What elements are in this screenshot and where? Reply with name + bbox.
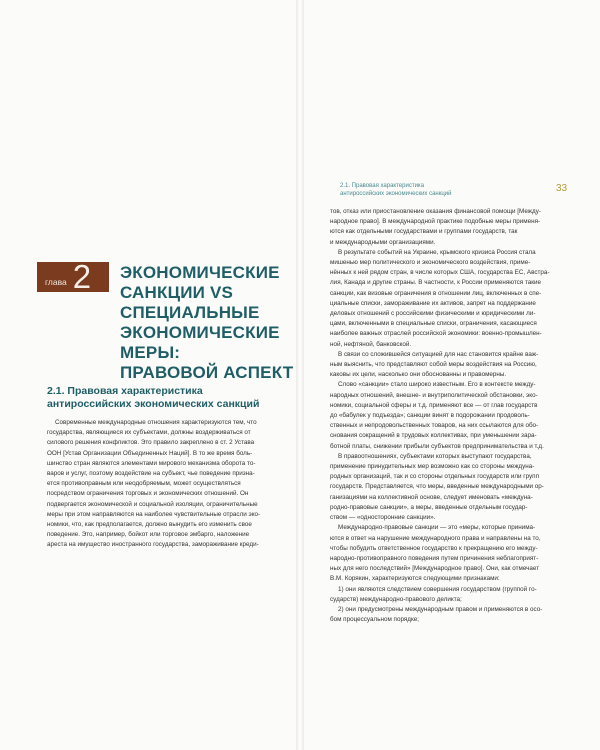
body-text-line: поведение. Это, например, бойкот или торговое эмбарго, наложение: [47, 531, 250, 539]
body-text-line: варов и услуг, поэтому воздействие на субъект, чье поведение призна-: [47, 470, 255, 478]
body-text-line: ственных и непродовольственных товаров, на них ссылаются для обо-: [330, 422, 539, 430]
body-text-line: тов, отказ или приостановление оказания финансовой помощи [Между-: [330, 208, 541, 215]
body-text-line: ных для него последствий» [Международное право]. Они, как отмечает: [330, 565, 540, 573]
body-text-line: Слово «санкции» стало широко известным. Его в контексте между-: [338, 381, 536, 389]
body-text-line: шинство стран являются элементами мирового механизма оборота то-: [47, 459, 256, 467]
body-text-line: и международными организациями.: [330, 238, 436, 246]
body-text-line: ются как отдельными государствами и группами государств, так: [330, 228, 518, 236]
page-number: 33: [556, 183, 568, 194]
running-head-line: антироссийских экономических санкций: [340, 190, 452, 197]
chapter-label: глава: [45, 276, 67, 287]
body-text-line: ботной платы, снижении прибыли субъектов предпринимательства и т.д.: [330, 442, 544, 450]
running-head-line: 2.1. Правовая характеристика: [340, 183, 425, 189]
body-text-line: народное право]. В международной практике подобные меры применя-: [330, 218, 541, 226]
body-text-line: бом процессуальном порядке;: [330, 616, 420, 624]
right-body-text: [330, 207, 576, 625]
body-text-line: посредством ограничения торговых и экономических отношений. Он: [47, 490, 249, 498]
body-text-line: сударств) международно-правового деликта;: [330, 595, 462, 603]
body-text-line: санкции, как визовые ограничения в отношении лиц, включенных в спе-: [330, 289, 542, 297]
body-text-line: В.М. Корякин, характеризуются следующими признаками:: [330, 575, 500, 583]
body-text-line: снования сокращений в трудовых коллективах, при уменьшении зара-: [330, 432, 537, 440]
body-text-line: циальные списки, замораживание их активов, запрет на поддержание: [330, 299, 536, 307]
body-text-line: народных отношений, внешне- и внутриполитической обстановки, эко-: [330, 391, 538, 399]
chapter-number: 2: [72, 258, 92, 295]
running-head: [340, 183, 540, 198]
body-text-line: родных организаций, так и со стороны отдельных государств или групп: [330, 473, 539, 481]
body-text-line: В правоотношениях, субъектами которых выступают государства,: [338, 452, 532, 460]
body-text-line: ООН [Устав Организации Объединенных Наций]. В то же время боль-: [47, 449, 253, 457]
body-text-line: ареста на имущество иностранного государства, замораживание креди-: [47, 541, 259, 549]
chapter-title-line: МЕРЫ:: [120, 343, 181, 362]
body-text-line: В результате событий на Украине, крымского кризиса Россия стала: [338, 248, 536, 256]
body-text-line: мишенью мер политического и экономического воздействия, приме-: [330, 259, 531, 267]
chapter-title-line: СПЕЦИАЛЬНЫЕ: [120, 303, 260, 322]
chapter-title-line: ПРАВОВОЙ АСПЕКТ: [120, 363, 294, 382]
body-text-line: цами, включенными в специальные списки, ограничения, касающиеся: [330, 320, 537, 328]
body-text-line: ной, нефтяной, банковской.: [330, 340, 412, 348]
section-heading: [47, 385, 297, 411]
body-text-line: 2) они предусмотрены международным правом и применяются в осо-: [338, 605, 543, 613]
body-text-line: наиболее важных отраслей российской экономики: военно-промышлен-: [330, 330, 542, 338]
chapter-title-line: ЭКОНОМИЧЕСКИЕ: [120, 263, 280, 282]
body-text-line: государств. Представляется, что меры, введенные международными ор-: [330, 483, 544, 491]
left-body-text: [47, 418, 291, 551]
chapter-badge: [37, 258, 109, 295]
body-text-line: деловых отношений с российскими физическими и юридическими ли-: [330, 310, 536, 318]
body-text-line: государства, являющиеся их субъектами, должны воздерживаться от: [47, 429, 251, 437]
body-text-line: Международно-правовые санкции — это «меры, которые принима-: [338, 524, 536, 532]
body-text-line: В связи со сложившейся ситуацией для нас становится крайне важ-: [338, 350, 539, 358]
body-text-line: номики, социальной сферы и т.д. применяют все — от глав государств: [330, 401, 538, 409]
chapter-title-line: ЭКОНОМИЧЕСКИЕ: [120, 323, 280, 342]
body-text-line: применение принудительных мер возможно как со стороны междуна-: [330, 463, 535, 471]
body-text-line: Современные международные отношения характеризуются тем, что: [55, 419, 257, 426]
section-heading-line: 2.1. Правовая характеристика: [47, 385, 203, 397]
body-text-line: подвергается экономической и социальной изоляции, ограничительные: [47, 500, 258, 508]
body-text-line: нённых к ней рядом стран, в числе которых США, государства ЕС, Австра-: [330, 269, 550, 277]
body-text-line: ганизациями на коллективной основе, следует именовать «междуна-: [330, 493, 533, 501]
body-text-line: лия, Канада и другие страны. В частности, к России применяются такие: [330, 279, 542, 287]
body-text-line: меры при этом направляются на наиболее чувствительные отрасли эко-: [47, 510, 261, 518]
body-text-line: 1) они являются следствием совершения государством (группой го-: [338, 585, 537, 593]
body-text-line: до «бабулек у подъезда»; санкции винят в подорожании продоволь-: [330, 412, 530, 420]
body-text-line: ется противоправным или неодобряемым, может осуществляться: [47, 480, 241, 488]
body-text-line: каковы их цели, насколько они обоснованны и правомерны.: [330, 371, 507, 379]
body-text-line: ством — «односторонние санкции».: [330, 514, 436, 522]
body-text-line: народно-противоправного поведения путем причинения неблагоприят-: [330, 554, 539, 562]
body-text-line: чтобы побудить ответственное государство к прекращению его между-: [330, 544, 538, 552]
body-text-line: родно-правовые санкции», а меры, введенные отдельным государ-: [330, 503, 528, 511]
section-heading-line: антироссийских экономических санкций: [47, 398, 260, 410]
chapter-title-line: САНКЦИИ VS: [120, 283, 234, 302]
book-gutter: [296, 0, 304, 750]
body-text-line: ются в ответ на нарушение международного права и направлены на то,: [330, 534, 541, 542]
chapter-title: [120, 263, 295, 383]
body-text-line: ным выяснить, что представляют собой меры воздействия на Россию,: [330, 361, 537, 369]
body-text-line: силового решения конфликтов. Это правило закреплено в ст. 2 Устава: [47, 439, 255, 447]
body-text-line: номики, что, как предполагается, должно вынудить его изменить свое: [47, 521, 252, 529]
